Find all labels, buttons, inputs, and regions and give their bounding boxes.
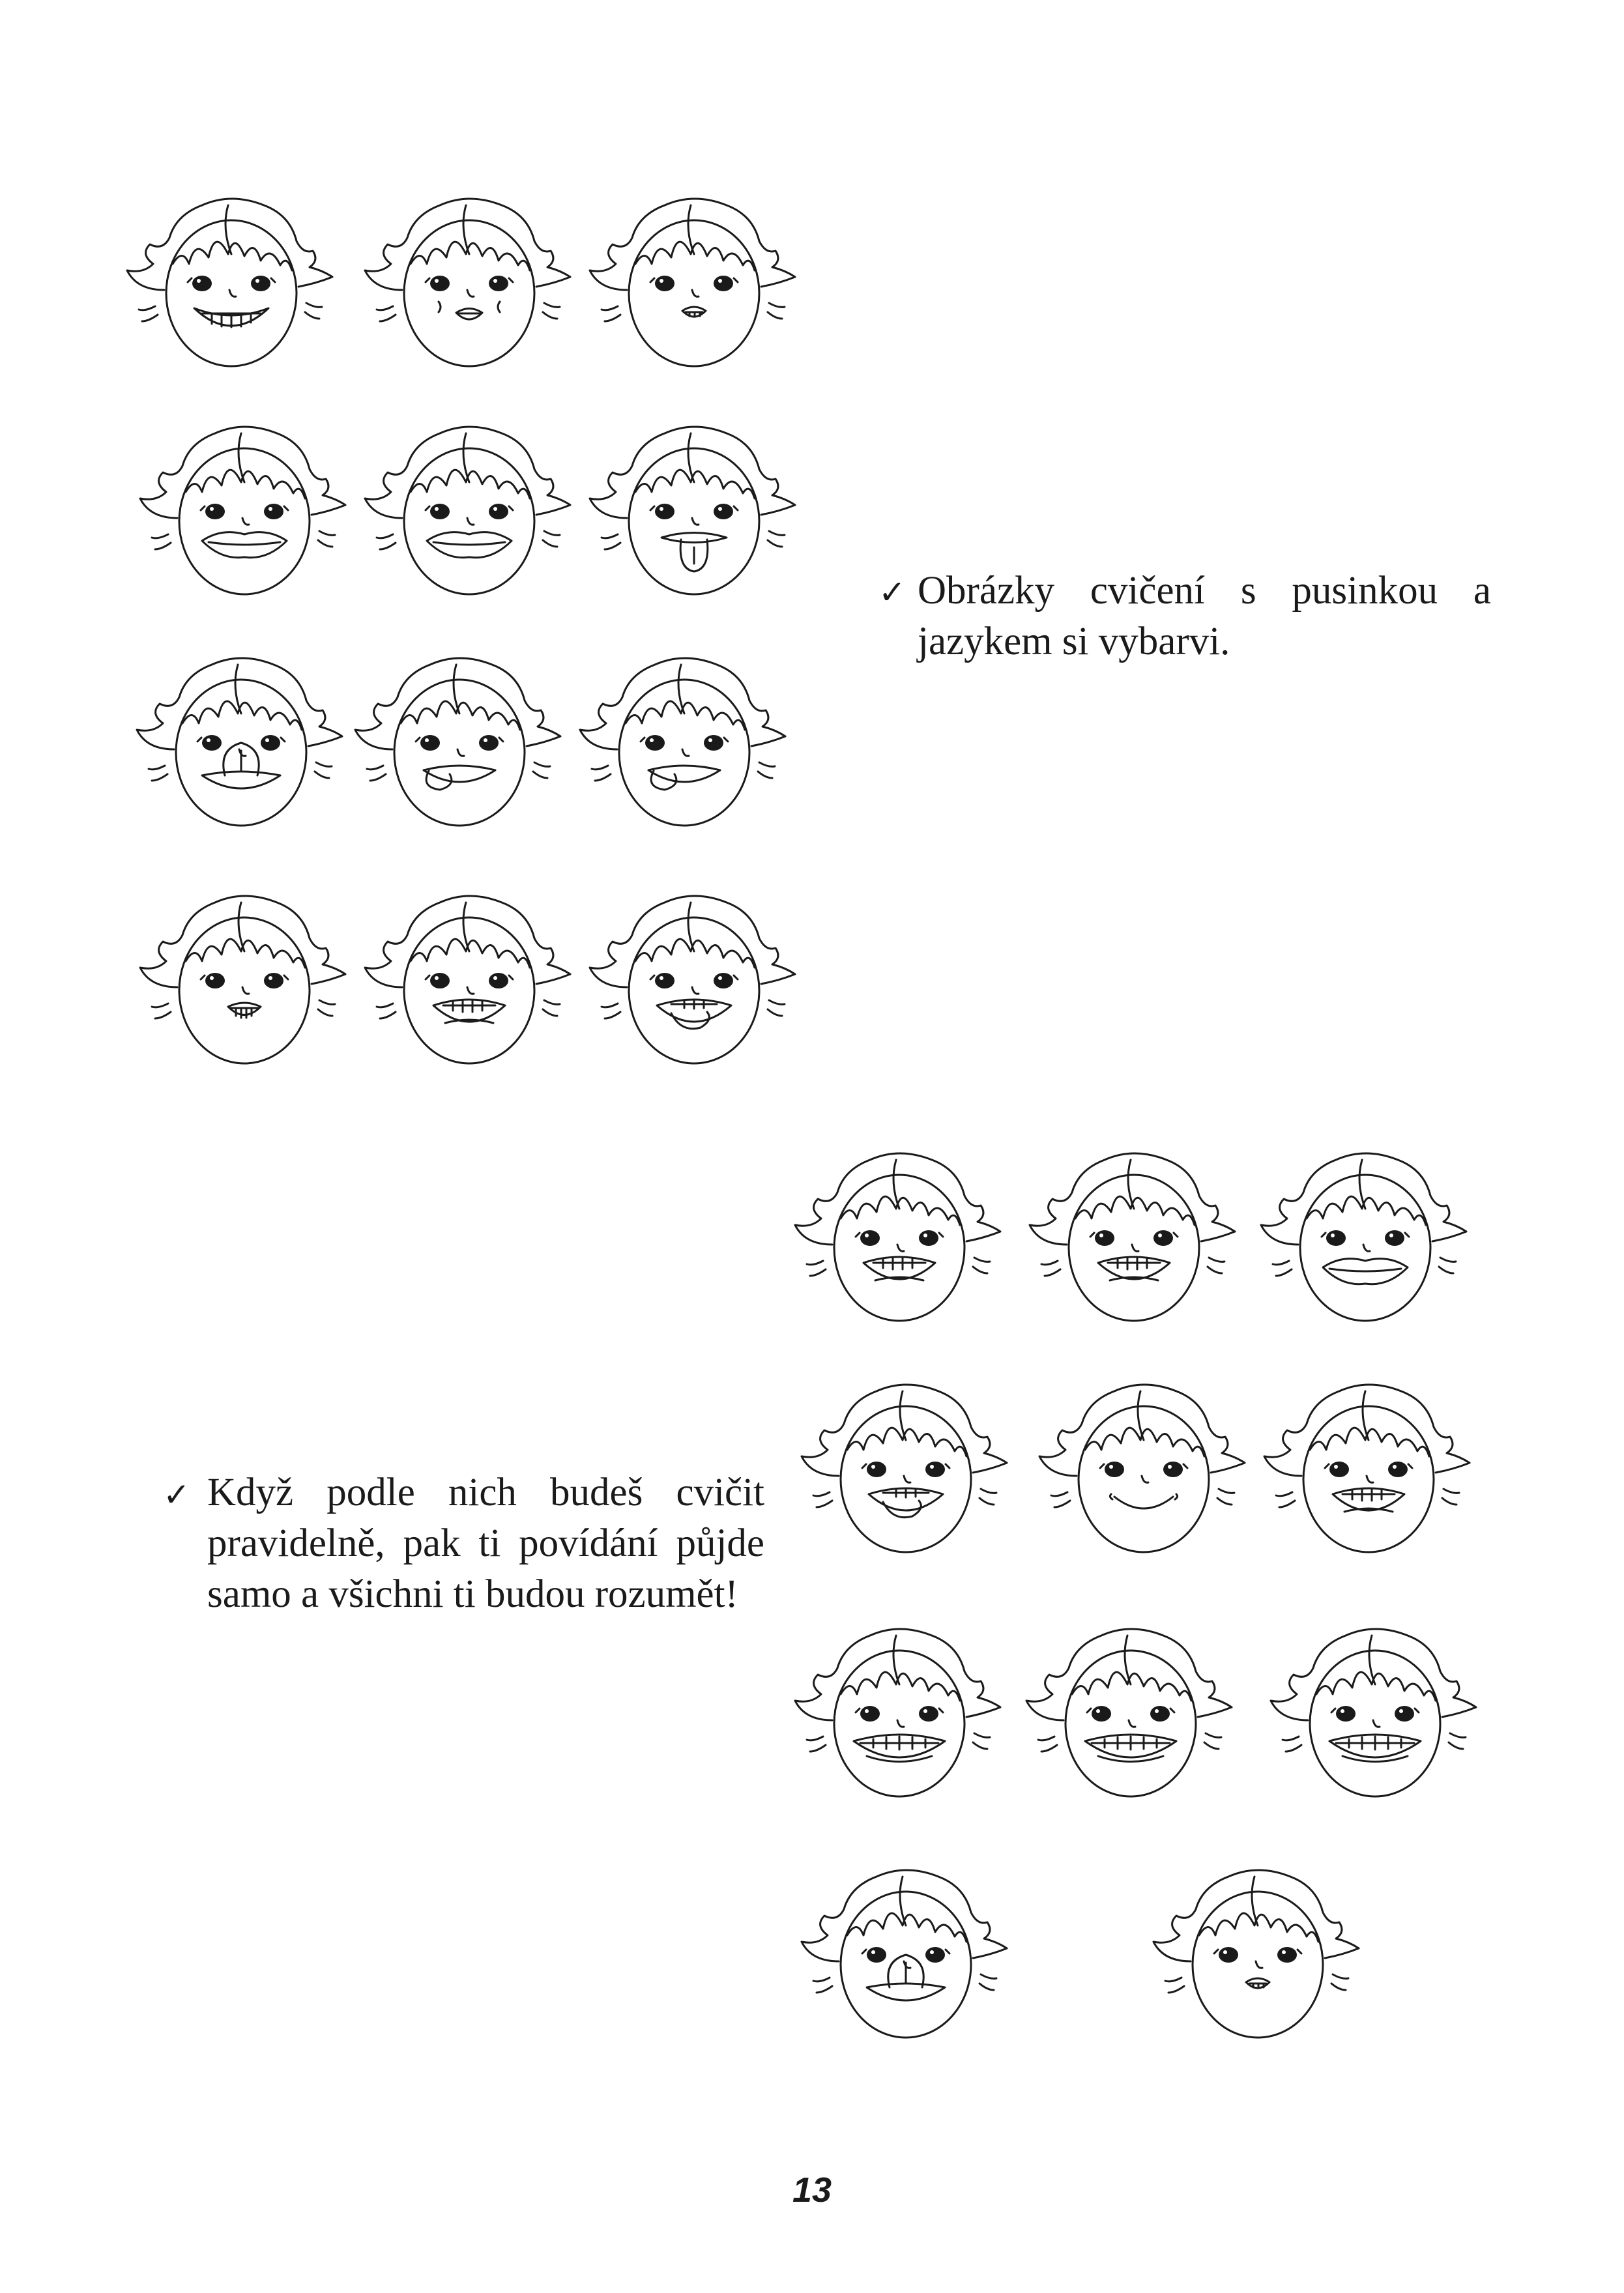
face-illustration [362,192,577,378]
face-illustration [1026,1147,1241,1333]
checkmark-icon: ✓ [163,1476,190,1514]
face-illustration [798,1864,1013,2049]
face-illustration [1150,1864,1365,2049]
face-illustration [137,420,352,606]
face-illustration [792,1622,1007,1808]
face-illustration [362,889,577,1075]
instruction-practice: Když podle nich budeš cvičit pravidelně, pak ti povídání půjde samo a všichni ti budou rozumět! [207,1471,764,1616]
face-illustration [792,1147,1007,1333]
checkmark-icon: ✓ [878,573,906,611]
face-illustration [1268,1622,1483,1808]
face-illustration [587,889,802,1075]
face-illustration [124,192,339,378]
face-illustration [134,652,349,837]
face-illustration [137,889,352,1075]
face-illustration [352,652,567,837]
instruction-coloring: Obrázky cvičení s pusinkou a jazykem si vybarvi. [918,569,1491,663]
face-illustration [1036,1378,1251,1564]
face-illustration [1023,1622,1238,1808]
face-illustration [1258,1147,1473,1333]
face-illustration [587,420,802,606]
face-illustration [362,420,577,606]
face-illustration [577,652,792,837]
face-illustration [1261,1378,1476,1564]
page-number: 13 [792,2170,832,2210]
face-illustration [587,192,802,378]
face-illustration [798,1378,1013,1564]
